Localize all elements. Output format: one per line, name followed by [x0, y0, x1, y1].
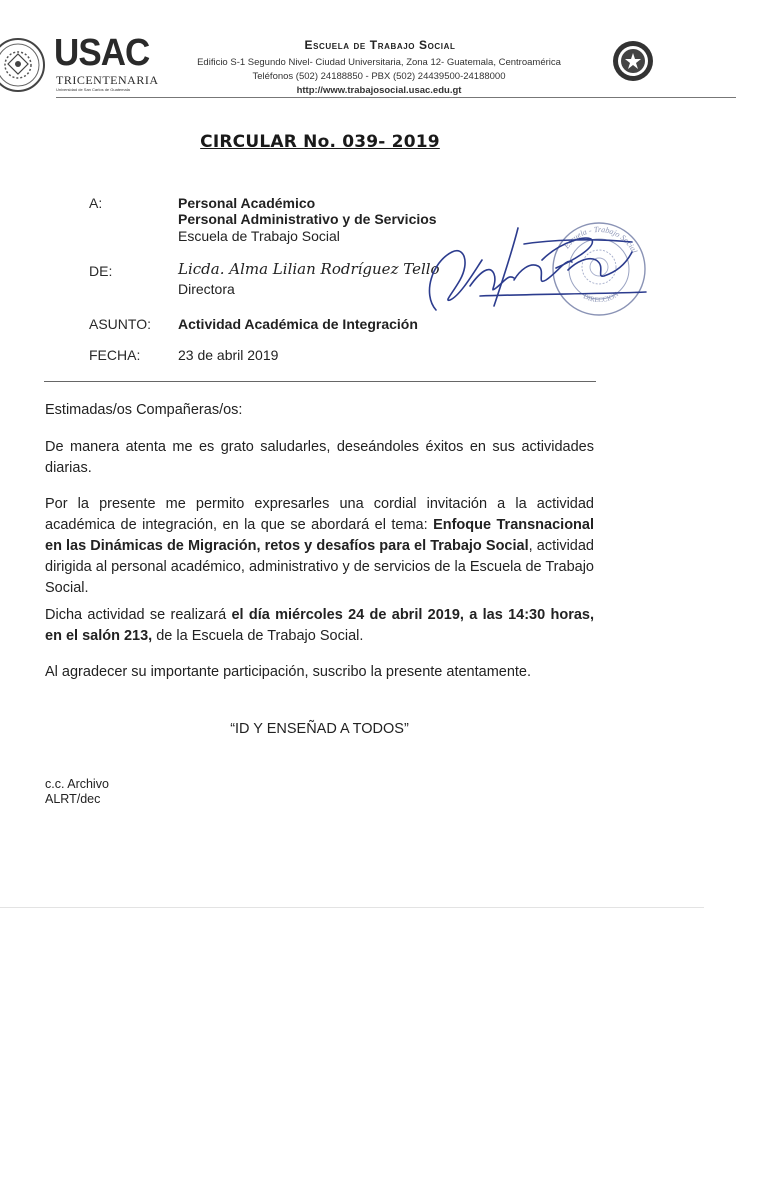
details-datetime: el día miércoles 24 de abril 2019, a las 14:30 horas, en el salón 213,	[45, 607, 594, 644]
to-label: A:	[89, 195, 103, 211]
date-label: FECHA:	[89, 347, 141, 363]
paragraph-details	[45, 605, 594, 647]
invitation-text-a: Por la presente me permito expresarles una cordial invitación a la actividad académica de integración, en la que se abordará el tema:	[45, 496, 594, 533]
from-role: Directora	[178, 281, 235, 297]
cc-archive: c.c. Archivo	[45, 777, 109, 791]
school-name: Escuela de Trabajo Social	[304, 38, 456, 52]
paragraph-invitation	[45, 494, 594, 599]
details-text-a: Dicha actividad se realizará	[45, 607, 232, 623]
handwritten-signature	[420, 222, 650, 322]
date-value: 23 de abril 2019	[178, 347, 279, 363]
school-address: Edificio S-1 Segundo Nivel- Ciudad Universitaria, Zona 12- Guatemala, Centroamérica	[197, 57, 561, 68]
circular-title: CIRCULAR No. 039- 2019	[200, 132, 440, 152]
school-phones: Teléfonos (502) 24188850 - PBX (502) 24439500-24188000	[252, 71, 506, 82]
motto: “ID Y ENSEÑAD A TODOS”	[230, 721, 409, 737]
subject-label: ASUNTO:	[89, 316, 151, 332]
school-url: http://www.trabajosocial.usac.edu.gt	[296, 85, 462, 96]
letterhead-divider	[56, 97, 736, 98]
from-label: DE:	[89, 263, 113, 279]
to-recipient-3: Escuela de Trabajo Social	[178, 228, 340, 244]
header-divider	[44, 381, 596, 382]
details-text-c: de la Escuela de Trabajo Social.	[152, 628, 364, 644]
usac-logo-text: USAC	[54, 32, 150, 74]
usac-logo-tagline: Universidad de San Carlos de Guatemala	[56, 87, 130, 92]
to-recipient-1: Personal Académico	[178, 195, 316, 211]
invitation-topic: Enfoque Transnacional en las Dinámicas de Migración, retos y desafíos para el Trabajo Social	[45, 517, 594, 554]
to-recipient-2: Personal Administrativo y de Servicios	[178, 211, 437, 227]
paragraph-closing: Al agradecer su importante participación, suscribo la presente atentamente.	[45, 664, 532, 680]
initials: ALRT/dec	[45, 792, 101, 806]
page-fold-line	[0, 907, 704, 908]
subject-value: Actividad Académica de Integración	[178, 316, 418, 332]
school-seal-icon	[612, 40, 654, 82]
paragraph-greeting: De manera atenta me es grato saludarles, deseándoles éxitos en sus actividades diarias.	[45, 439, 594, 476]
from-name: Licda. Alma Lilian Rodríguez Tello	[178, 260, 440, 278]
invitation-text-c: , actividad dirigida al personal académico, administrativo y de servicios de la Escuela de Trabajo Social.	[45, 538, 594, 596]
stamp-top-text: Escuela - Trabajo Social	[562, 224, 640, 255]
stamp-bottom-text: DIRECCION	[582, 290, 621, 305]
usac-logo-subtitle: TRICENTENARIA	[56, 73, 159, 87]
greeting: Estimadas/os Compañeras/os:	[45, 402, 243, 418]
